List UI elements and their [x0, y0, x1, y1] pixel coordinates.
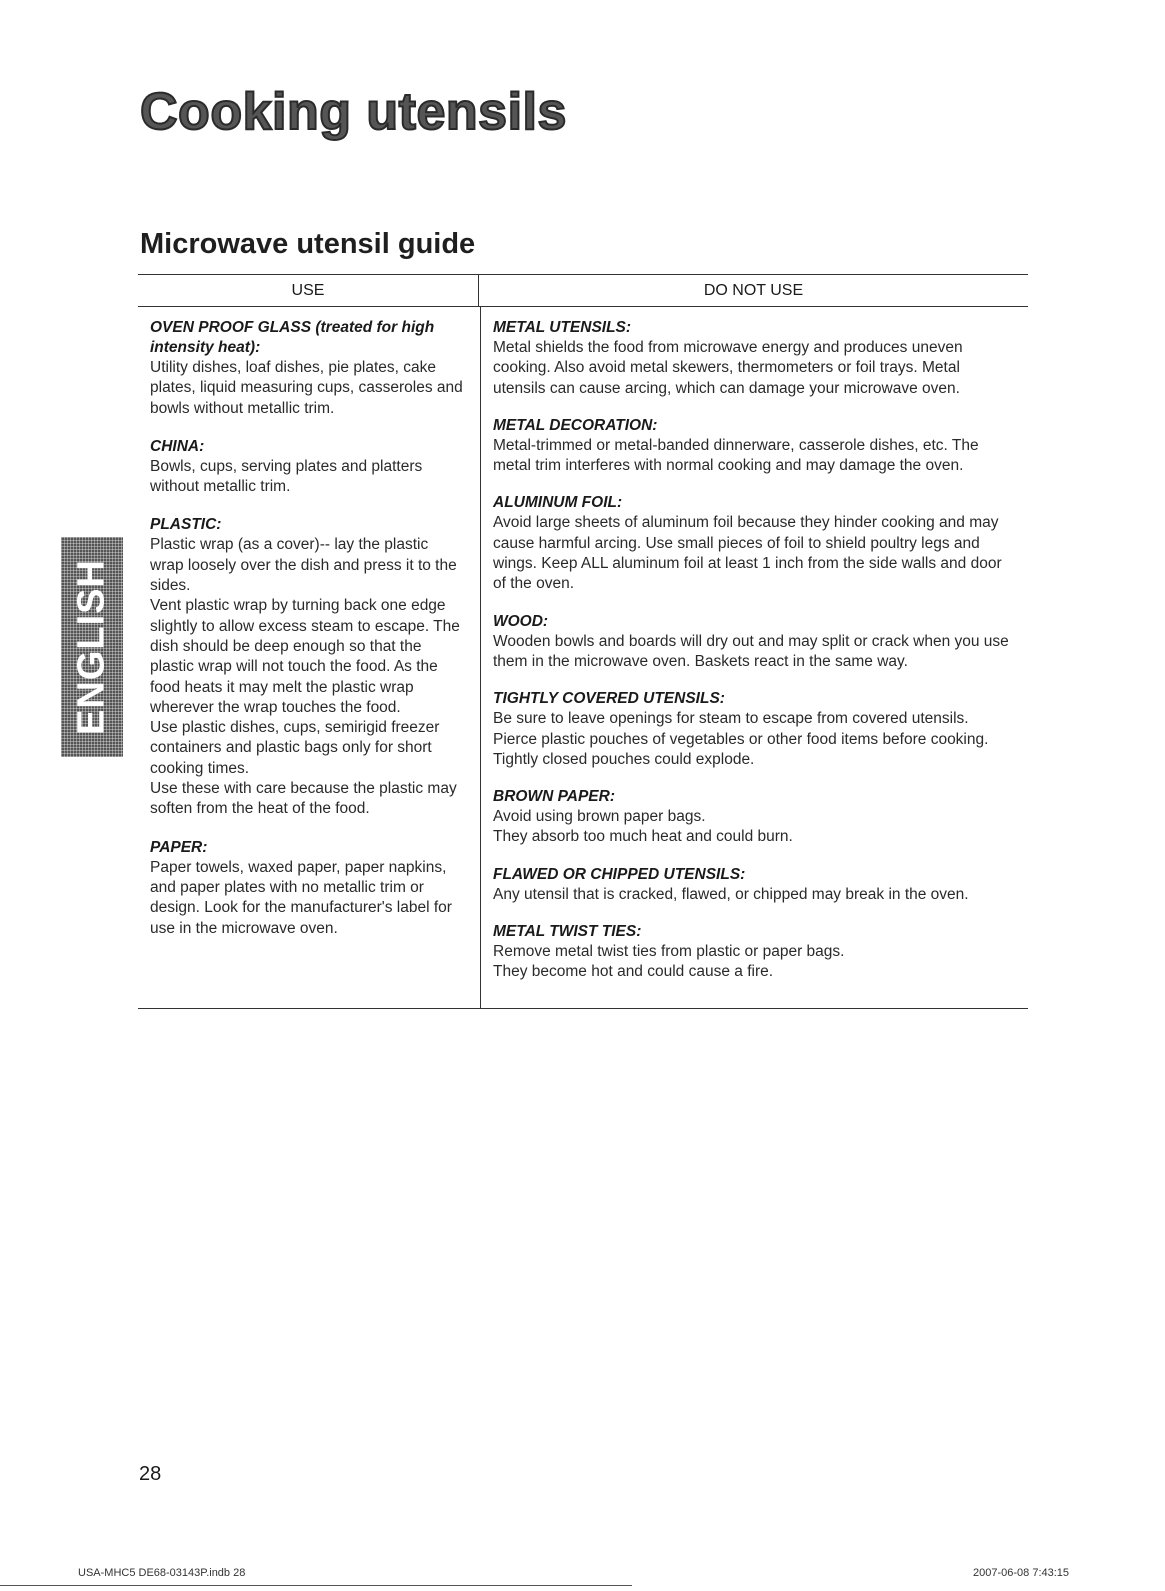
- utensil-description: Be sure to leave openings for steam to escape from covered utensils. Pierce plastic pouches of vegetables or other food items before cooking. Tightly closed pouches could explode.: [493, 710, 989, 768]
- page-number: 28: [139, 1463, 162, 1485]
- utensil-description: Bowls, cups, serving plates and platters without metallic trim.: [150, 457, 423, 496]
- page-title: Cooking utensils: [140, 83, 567, 141]
- utensil-description: They absorb too much heat and could burn.: [493, 828, 793, 846]
- utensil-heading: METAL UTENSILS:: [493, 319, 632, 336]
- utensil-description: Utility dishes, loaf dishes, pie plates, cake plates, liquid measuring cups, casseroles and bowls without metallic trim.: [150, 359, 463, 417]
- do-not-use-column: [480, 307, 1028, 1008]
- utensil-heading: PLASTIC:: [150, 516, 222, 534]
- utensil-description: Use plastic dishes, cups, semirigid freezer containers and plastic bags only for short cooking times.: [150, 719, 440, 777]
- utensil-entry: [150, 515, 466, 819]
- utensil-description: Wooden bowls and boards will dry out and may split or crack when you use them in the microwave oven. Baskets react in the same way.: [493, 632, 1009, 670]
- utensil-description: Remove metal twist ties from plastic or paper bags.: [493, 943, 845, 961]
- use-column: [138, 307, 480, 1008]
- utensil-heading: METAL DECORATION:: [493, 416, 658, 434]
- utensil-description: Paper towels, waxed paper, paper napkins, and paper plates with no metallic trim or design. Look for the manufacturer's label for use in the microwave oven.: [150, 858, 452, 937]
- utensil-entry: [493, 865, 1014, 905]
- utensil-description: Avoid large sheets of aluminum foil because they hinder cooking and may cause harmful arcing. Use small pieces of foil to shield poultry legs and wings. Keep ALL aluminum foil at least 1 inch from the side walls and door of the oven.: [493, 514, 1002, 593]
- utensil-entry: [493, 493, 1014, 594]
- language-tab: [61, 537, 123, 757]
- utensil-heading: FLAWED OR CHIPPED UTENSILS:: [493, 865, 746, 883]
- footer-timestamp: 2007-06-08 7:43:15: [973, 1567, 1070, 1579]
- language-tab-label: ENGLISH: [70, 559, 113, 735]
- table-body: [138, 307, 1028, 1008]
- utensil-heading: WOOD:: [493, 612, 549, 630]
- utensil-description: Avoid using brown paper bags.: [493, 808, 706, 826]
- utensil-description: Metal shields the food from microwave energy and produces uneven cooking. Also avoid metal skewers, thermometers or foil trays. Metal utensils can cause arcing, which can damage your microwave oven.: [493, 339, 963, 397]
- footer-rule: [0, 1585, 632, 1586]
- utensil-entry: [150, 318, 466, 419]
- utensil-description: Any utensil that is cracked, flawed, or chipped may break in the oven.: [493, 885, 969, 903]
- utensil-entry: [493, 612, 1014, 673]
- utensil-entry: [493, 922, 1014, 983]
- utensil-guide-table: [138, 274, 1028, 1009]
- do-not-use-column-header: DO NOT USE: [478, 275, 1028, 306]
- utensil-entry: [493, 318, 1014, 399]
- utensil-heading: METAL TWIST TIES:: [493, 923, 642, 941]
- use-column-header: USE: [291, 281, 325, 299]
- utensil-heading: CHINA:: [150, 437, 205, 455]
- utensil-entry: [493, 787, 1014, 848]
- utensil-description: Use these with care because the plastic may soften from the heat of the food.: [150, 780, 457, 818]
- utensil-heading: OVEN PROOF GLASS (treated for high intensity heat):: [150, 319, 435, 356]
- utensil-entry: [150, 437, 466, 498]
- utensil-entry: [493, 416, 1014, 477]
- utensil-heading: BROWN PAPER:: [493, 788, 615, 806]
- utensil-description: Vent plastic wrap by turning back one edge slightly to allow excess steam to escape. The dish should be deep enough so that the plastic wrap will not touch the food. As the food heats it may melt the plastic wrap wherever the wrap touches the food.: [150, 597, 460, 716]
- utensil-entry: [150, 838, 466, 939]
- utensil-description: Metal-trimmed or metal-banded dinnerware, casserole dishes, etc. The metal trim interferes with normal cooking and may damage the oven.: [493, 436, 979, 475]
- utensil-entry: [493, 689, 1014, 770]
- table-header: [138, 275, 1028, 307]
- utensil-heading: ALUMINUM FOIL:: [493, 494, 623, 512]
- utensil-heading: PAPER:: [150, 838, 208, 856]
- section-title: Microwave utensil guide: [140, 228, 476, 260]
- utensil-heading: TIGHTLY COVERED UTENSILS:: [493, 690, 725, 708]
- footer-file-label: USA-MHC5 DE68-03143P.indb 28: [78, 1567, 246, 1579]
- utensil-description: They become hot and could cause a fire.: [493, 963, 774, 981]
- utensil-description: Plastic wrap (as a cover)-- lay the plastic wrap loosely over the dish and press it to the sides.: [150, 536, 457, 595]
